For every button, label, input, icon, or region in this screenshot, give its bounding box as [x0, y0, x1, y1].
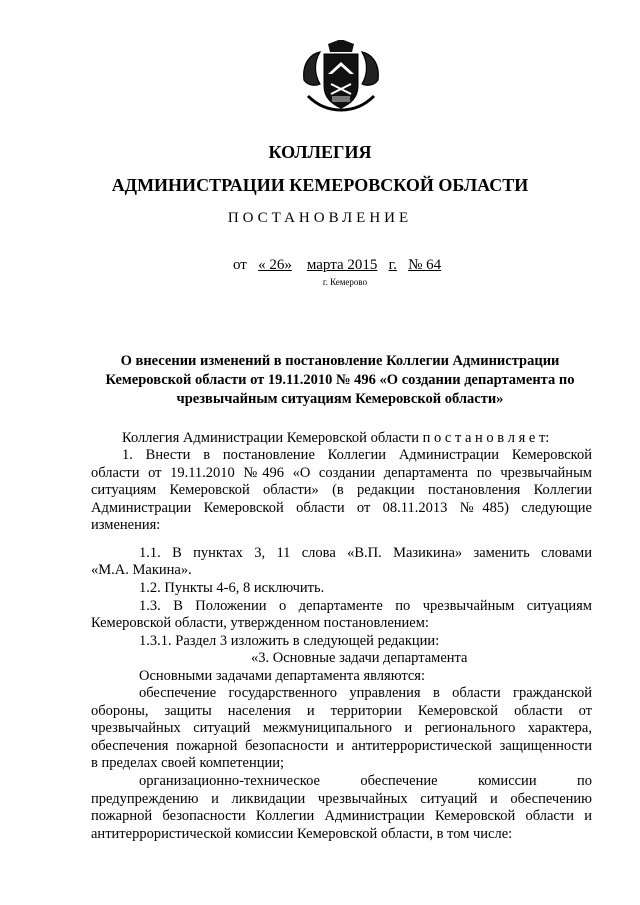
date-year-suffix: г. — [388, 257, 397, 273]
city: г. Кемерово — [322, 277, 368, 287]
body-line: обеспечения пожарной безопасности и антитеррористической защищенности — [91, 738, 592, 754]
body-line: «3. Основные задачи департамента — [251, 650, 468, 666]
body-line: Администрации Кемеровской области от 08.11.2013 №485) следующие — [91, 500, 592, 516]
body-line: обеспечение государственного управления в области гражданской — [139, 685, 592, 701]
body-line: 1.2. Пункты 4-6, 8 исключить. — [139, 580, 325, 596]
body-line: ситуациям Кемеровской области» (в редакции постановления Коллегии — [91, 482, 592, 498]
org-line-1: КОЛЛЕГИЯ — [268, 142, 372, 162]
body-line: 1.3. В Положении о департаменте по чрезвычайным ситуациям — [139, 598, 592, 614]
body-line: антитеррористической комиссии Кемеровской области, в том числе: — [91, 826, 513, 842]
date-prefix: от — [233, 257, 247, 273]
body-line: предупреждению и ликвидации чрезвычайных ситуаций и обеспечению — [91, 791, 592, 807]
body-line: Коллегия Администрации Кемеровской области п о с т а н о в л я е т: — [122, 430, 550, 446]
body-line: Кемеровской области, утвержденном постановлением: — [91, 615, 429, 631]
body-line: области от 19.11.2010 №496 «О создании департамента по чрезвычайным — [91, 465, 592, 481]
org-line-2: АДМИНИСТРАЦИИ КЕМЕРОВСКОЙ ОБЛАСТИ — [111, 175, 529, 195]
document-number: № 64 — [408, 257, 442, 273]
document-type: ПОСТАНОВЛЕНИЕ — [227, 210, 413, 226]
body-line: «М.А. Макина». — [91, 562, 192, 578]
date-day: « 26» — [258, 257, 292, 273]
body-line: Основными задачами департамента являются: — [139, 668, 425, 684]
body-line: 1. Внести в постановление Коллегии Администрации Кемеровской — [122, 447, 592, 463]
body-line: 1.3.1. Раздел 3 изложить в следующей редакции: — [139, 633, 440, 649]
body-line: изменения: — [91, 517, 161, 533]
coat-of-arms-icon — [298, 40, 384, 116]
date-line — [233, 257, 441, 274]
body-line: в пределах своей компетенции; — [91, 755, 285, 771]
body-line: чрезвычайных ситуаций межмуниципального и регионального характера, — [91, 720, 592, 736]
body-line: пожарной безопасности Коллегии Администрации Кемеровской области и — [91, 808, 592, 824]
date-month-year: марта 2015 — [306, 257, 378, 273]
body-line: обороны, защиты населения и территории Кемеровской области от — [91, 703, 592, 719]
body-line: 1.1. В пунктах 3, 11 слова «В.П. Мазикина» заменить словами — [139, 545, 592, 561]
body-line: организационно-техническое обеспечение комиссии по — [139, 773, 592, 789]
document-title: О внесении изменений в постановление Коллегии Администрации Кемеровской области от 19.11.2010 № 496 «О создании департамента по чрезвычайным ситуациям Кемеровской области» — [105, 353, 575, 407]
